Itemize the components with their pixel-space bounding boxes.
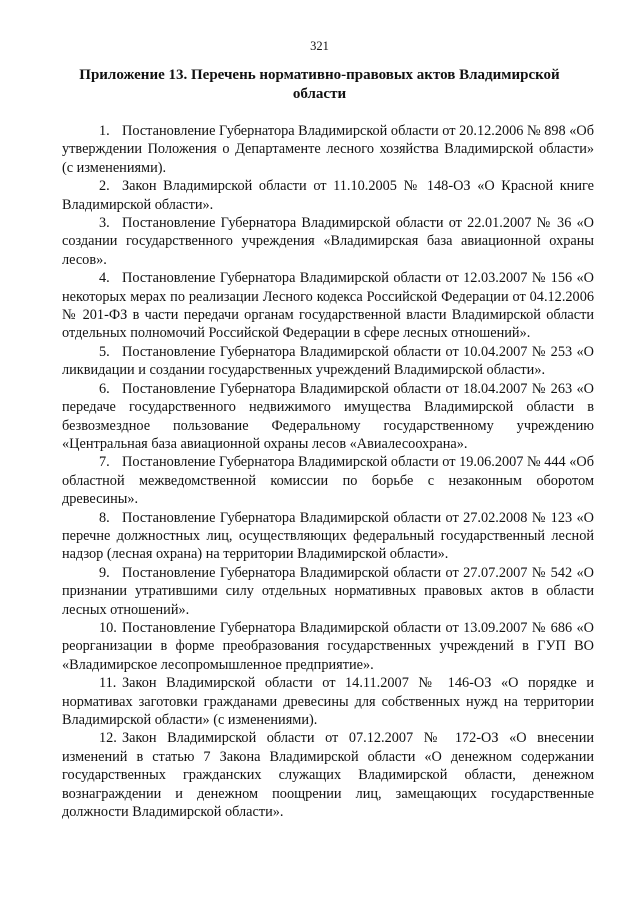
list-item-number: 9. [99, 564, 110, 581]
list-item-text: Закон Владимирской области от 07.12.2007 № 172-ОЗ «О внесении изменений в статью 7 Закона Владимирской области «О денежном содержании государственных гражданских служащих Владимирской области, денежном вознаграждении и денежном поощрении лиц, замещающих государственные должности Владимирской области». [62, 730, 594, 821]
list-item [62, 729, 594, 821]
list-item-number: 8. [99, 509, 110, 526]
page-title: Приложение 13. Перечень нормативно-правовых актов Владимирской области [79, 67, 560, 102]
list-item-number: 4. [99, 270, 110, 287]
list-item-text: Закон Владимирской области от 11.10.2005 № 148-ОЗ «О Красной книге Владимирской области». [62, 178, 594, 213]
legal-acts-list [62, 122, 594, 821]
list-item [62, 122, 594, 177]
list-item [62, 564, 594, 619]
list-item-text: Постановление Губернатора Владимирской области от 20.12.2006 № 898 «Об утверждении Положения о Департаменте лесного хозяйства Владимирской области» (с изменениями). [62, 123, 594, 176]
list-item-number: 3. [99, 215, 110, 232]
list-item-text: Постановление Губернатора Владимирской области от 10.04.2007 № 253 «О ликвидации и создании государственных учреждений Владимирской области». [62, 343, 594, 379]
list-item-text: Закон Владимирской области от 14.11.2007 № 146-ОЗ «О порядке и нормативах заготовки гражданами древесины для собственных нужд на территории Владимирской области» (с изменениями). [62, 675, 594, 728]
list-item-text: Постановление Губернатора Владимирской области от 27.02.2008 № 123 «О перечне должностных лиц, осуществляющих федеральный государственный лесной надзор (лесная охрана) на территории Владимирской области». [62, 509, 594, 563]
list-item [62, 453, 594, 508]
list-item [62, 619, 594, 674]
list-item-text: Постановление Губернатора Владимирской области от 18.04.2007 № 263 «О передаче государственного недвижимого имущества Владимирской области в безвозмездное пользование Федеральному государственному учреждению «Центральная база авиационной охраны лесов «Авиалесоохрана». [62, 380, 594, 452]
list-item [62, 509, 594, 564]
list-item-text: Постановление Губернатора Владимирской области от 12.03.2007 № 156 «О некоторых мерах по реализации Лесного кодекса Российской Федерации от 04.12.2006 № 201-ФЗ в части передачи органам государственной власти Владимирской области отдельных полномочий Российской Федерации в сфере лесных отношений». [62, 270, 594, 342]
list-item-number: 1. [99, 123, 110, 139]
list-item-number: 7. [99, 454, 110, 471]
list-item-number: 2. [99, 178, 110, 195]
list-item-number: 5. [99, 343, 110, 360]
list-item [62, 380, 594, 454]
list-item [62, 214, 594, 269]
page-number: 321 [310, 39, 329, 53]
list-item-number: 12. [99, 730, 117, 747]
list-item [62, 343, 594, 380]
list-item-text: Постановление Губернатора Владимирской области от 27.07.2007 № 542 «О признании утратившими силу отдельных нормативных правовых актов в области лесных отношений». [62, 564, 594, 618]
list-item-text: Постановление Губернатора Владимирской области от 19.06.2007 № 444 «Об областной межведомственной комиссии по борьбе с незаконным оборотом древесины». [62, 454, 594, 508]
list-item-number: 10. [99, 619, 117, 636]
list-item [62, 177, 594, 214]
list-item-text: Постановление Губернатора Владимирской области от 22.01.2007 № 36 «О создании государственного учреждения «Владимирская база авиационной охраны лесов». [62, 215, 594, 268]
list-item-text: Постановление Губернатора Владимирской области от 13.09.2007 № 686 «О реорганизации в форме преобразования государственных учреждений в ГУП ВО «Владимирское лесопромышленное предприятие». [62, 619, 594, 673]
list-item-number: 11. [99, 675, 117, 692]
list-item [62, 269, 594, 343]
list-item [62, 674, 594, 729]
list-item-number: 6. [99, 380, 110, 397]
